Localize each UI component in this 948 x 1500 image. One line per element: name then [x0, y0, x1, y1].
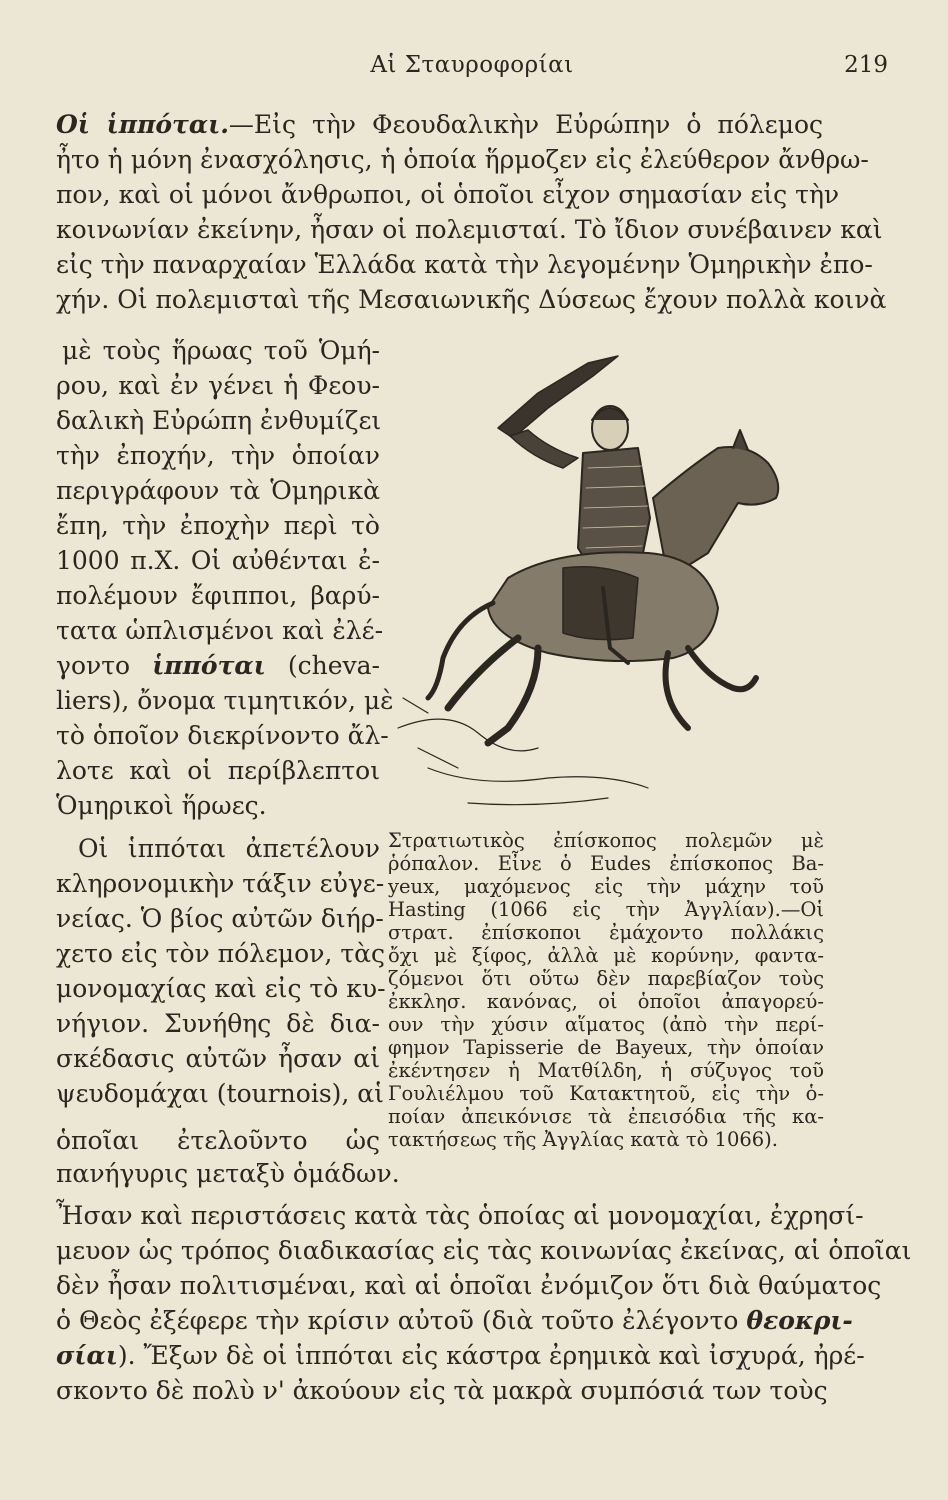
- emphasized-term: θεοκρι-: [746, 1306, 853, 1335]
- text-line: σκοντο δὲ πολὺ ν' ἀκούουν εἰς τὰ μακρὰ συμπόσιά των τοὺς: [56, 1376, 828, 1405]
- text-line: σκέδασις αὐτῶν ἦσαν αἱ: [56, 1044, 380, 1073]
- caption-line: Γουλιέλμου τοῦ Κατακτητοῦ, εἰς τὴν ὁ-: [388, 1082, 824, 1105]
- text-line: ἔπη, τὴν ἐποχὴν περὶ τὸ: [56, 511, 380, 540]
- text-line: ἦτο ἡ μόνη ἐνασχόλησις, ἡ ὁποία ἥρμοζεν εἰς ἐλεύθερον ἄνθρω-: [56, 145, 869, 174]
- text-line: πον, καὶ οἱ μόνοι ἄνθρωποι, οἱ ὁποῖοι εἶχον σημασίαν εἰς τὴν: [56, 180, 840, 209]
- caption-line: ὄχι μὲ ξίφος, ἀλλὰ μὲ κορύνην, φαντα-: [388, 944, 824, 967]
- caption-line: τακτήσεως τῆς Ἀγγλίας κατὰ τὸ 1066).: [388, 1128, 778, 1151]
- caption-line: yeux, μαχόμενος εἰς τὴν μάχην τοῦ: [388, 875, 824, 898]
- caption-line: ἐκέντησεν ἡ Ματθίλδη, ἡ σύζυγος τοῦ: [388, 1059, 824, 1082]
- text-line: κληρονομικὴν τάξιν εὐγε-: [56, 869, 385, 898]
- engraving-illustration: [388, 348, 828, 818]
- text-line: πολέμουν ἔφιπποι, βαρύ-: [56, 581, 380, 610]
- caption-line: στρατ. ἐπίσκοποι ἐμάχοντο πολλάκις: [388, 921, 824, 944]
- text-line: χετο εἰς τὸν πόλεμον, τὰς: [56, 939, 386, 968]
- caption-line: ἐκκλησ. κανόνας, οἱ ὁποῖοι ἀπαγορεύ-: [388, 990, 824, 1013]
- text-line: ψευδομάχαι (tournois), αἱ: [56, 1079, 384, 1108]
- text-line: δὲν ἦσαν πολιτισμέναι, καὶ αἱ ὁποῖαι ἐνόμιζον ὅτι διὰ θαύματος: [56, 1271, 882, 1300]
- text-line: κοινωνίαν ἐκείνην, ἦσαν οἱ πολεμισταί. Τὸ ἴδιον συνέβαινεν καὶ: [56, 215, 883, 244]
- caption-line: Στρατιωτικὸς ἐπίσκοπος πολεμῶν μὲ: [388, 829, 824, 852]
- running-title: Αἱ Σταυροφορίαι: [370, 52, 574, 78]
- emphasized-term: ἱππόται: [152, 651, 266, 680]
- text-line: δαλικὴ Εὐρώπη ἐνθυμίζει: [56, 406, 382, 435]
- caption-line: ποίαν ἀπεικόνισε τὰ ἐπεισόδια τῆς κα-: [388, 1105, 824, 1128]
- text-line: liers), ὄνομα τιμητικόν, μὲ: [56, 686, 394, 715]
- section-heading: Οἱ ἱππόται.: [56, 110, 229, 139]
- page-header: [56, 52, 888, 92]
- text-line: [56, 649, 380, 683]
- text-span: γοντο: [56, 651, 131, 680]
- text-line: ὁποῖαι ἐτελοῦντο ὡς: [56, 1126, 380, 1155]
- page-number: 219: [844, 52, 888, 78]
- text-line: Ὁμηρικοὶ ἥρωες.: [56, 791, 267, 820]
- caption-line: ζόμενοι ὅτι οὕτω δὲν παρεβίαζον τοὺς: [388, 967, 824, 990]
- caption-line: ουν τὴν χύσιν αἵματος (ἀπὸ τὴν περί-: [388, 1013, 824, 1036]
- caption-line: Hasting (1066 εἰς τὴν Ἀγγλίαν).—Οἱ: [388, 898, 824, 921]
- text-span: (cheva-: [287, 651, 380, 680]
- text-line: τατα ὡπλισμένοι καὶ ἐλέ-: [56, 616, 384, 645]
- text-span: —Εἰς τὴν Φεουδαλικὴν Εὐρώπην ὁ πόλεμος: [228, 110, 823, 139]
- caption-line: φημον Tapisserie de Bayeux, τὴν ὁποίαν: [388, 1036, 824, 1059]
- text-line: μὲ τοὺς ἥρωας τοῦ Ὁμή-: [62, 336, 380, 365]
- text-line: πανήγυρις μεταξὺ ὁμάδων.: [56, 1159, 400, 1188]
- text-line: [56, 1304, 853, 1338]
- emphasized-term: σίαι: [56, 1341, 118, 1370]
- text-line: νείας. Ὁ βίος αὐτῶν διήρ-: [56, 904, 384, 933]
- mounted-bishop-engraving: [388, 348, 828, 818]
- text-line: χήν. Οἱ πολεμισταὶ τῆς Μεσαιωνικῆς Δύσεως ἔχουν πολλὰ κοινὰ: [56, 285, 887, 314]
- text-line: ρου, καὶ ἐν γένει ἡ Φεου-: [56, 371, 380, 400]
- text-span: ὁ Θεὸς ἐξέφερε τὴν κρίσιν αὐτοῦ (διὰ τοῦτο ἐλέγοντο: [56, 1306, 739, 1335]
- text-line: Οἱ ἱππόται ἀπετέλουν: [78, 834, 380, 863]
- text-line: [56, 1339, 865, 1373]
- text-span: ). Ἔξων δὲ οἱ ἱππόται εἰς κάστρα ἐρημικὰ καὶ ἰσχυρά, ἠρέ-: [117, 1341, 865, 1370]
- caption-line: ῥόπαλον. Εἶνε ὁ Eudes ἐπίσκοπος Ba-: [388, 852, 824, 875]
- text-line: μευον ὡς τρόπος διαδικασίας εἰς τὰς κοινωνίας ἐκείνας, αἱ ὁποῖαι: [56, 1236, 912, 1265]
- text-line: περιγράφουν τὰ Ὁμηρικὰ: [56, 476, 380, 505]
- text-line: τὴν ἐποχήν, τὴν ὁποίαν: [56, 441, 380, 470]
- text-line: νήγιον. Συνήθης δὲ δια-: [56, 1009, 380, 1038]
- text-line: λοτε καὶ οἱ περίβλεπτοι: [56, 756, 380, 785]
- text-line: εἰς τὴν παναρχαίαν Ἑλλάδα κατὰ τὴν λεγομένην Ὁμηρικὴν ἐπο-: [56, 250, 873, 279]
- text-line: [56, 108, 823, 142]
- text-line: τὸ ὁποῖον διεκρίνοντο ἄλ-: [56, 721, 389, 750]
- text-line: 1000 π.Χ. Οἱ αὐθένται ἐ-: [56, 546, 380, 575]
- text-line: Ἦσαν καὶ περιστάσεις κατὰ τὰς ὁποίας αἱ μονομαχίαι, ἐχρησί-: [56, 1201, 864, 1230]
- text-line: μονομαχίας καὶ εἰς τὸ κυ-: [56, 974, 386, 1003]
